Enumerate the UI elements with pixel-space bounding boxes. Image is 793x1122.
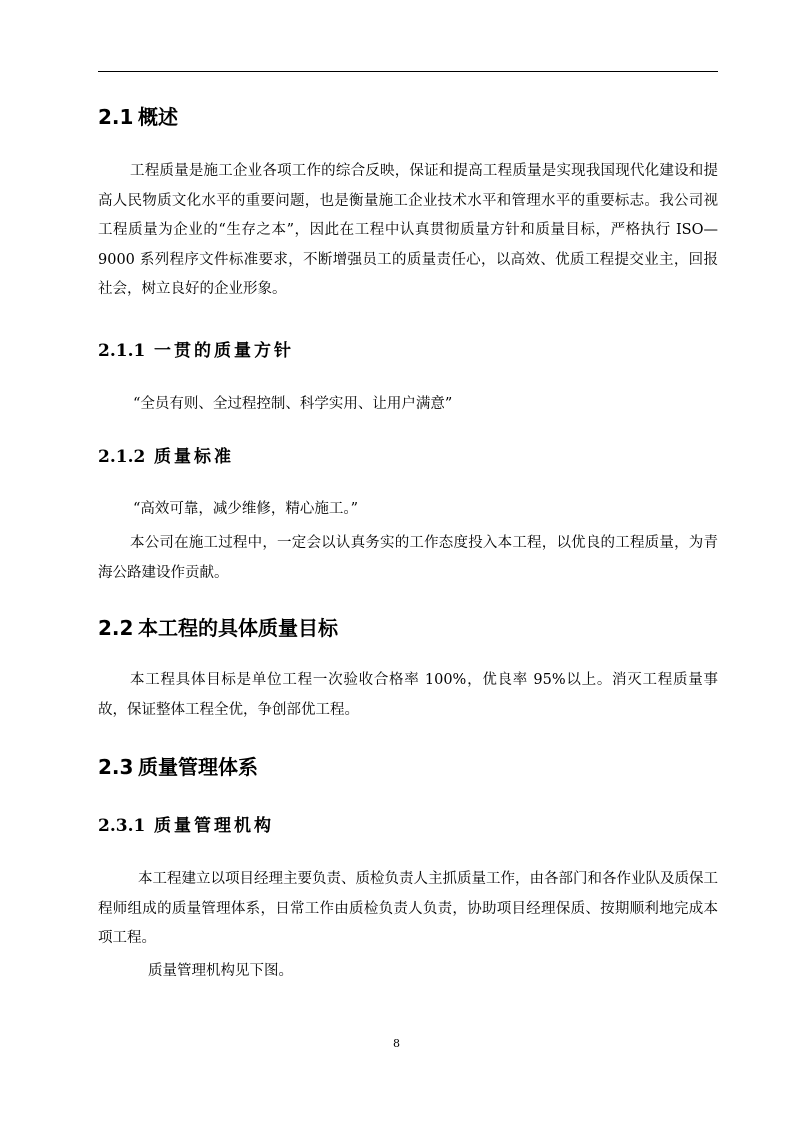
heading-number: 2.2 bbox=[98, 616, 134, 640]
heading-title: 一贯的质量方针 bbox=[154, 341, 294, 361]
heading-number: 2.3.1 bbox=[98, 816, 146, 836]
quality-standard-quote: “高效可靠，减少维修，精心施工。” bbox=[133, 501, 359, 517]
heading-2-3-1 bbox=[98, 815, 274, 837]
heading-title: 质量标准 bbox=[154, 447, 234, 467]
heading-title: 质量管理体系 bbox=[138, 755, 258, 779]
heading-title: 本工程的具体质量目标 bbox=[138, 616, 338, 640]
paragraph-overview: 工程质量是施工企业各项工作的综合反映，保证和提高工程质量是实现我国现代化建设和提高人民物质文化水平的重要问题，也是衡量施工企业技术水平和管理水平的重要标志。我公司视工程质量为企业的“生存之本”，因此在工程中认真贯彻质量方针和质量目标，严格执行 ISO—9000 系列程序文件标准要求，不断增强员工的质量责任心，以高效、优质工程提交业主，回报社会，树立良好的企业形象。 bbox=[98, 163, 718, 297]
heading-2-1-1 bbox=[98, 340, 294, 362]
heading-number: 2.3 bbox=[98, 755, 134, 779]
heading-2-1 bbox=[98, 105, 178, 129]
paragraph-quality-organization: 本工程建立以项目经理主要负责、质检负责人主抓质量工作，由各部门和各作业队及质保工程师组成的质量管理体系，日常工作由质检负责人负责，协助项目经理保质、按期顺利地完成本项工程。 bbox=[98, 871, 718, 946]
heading-title: 质量管理机构 bbox=[154, 816, 274, 836]
paragraph-quality-target: 本工程具体目标是单位工程一次验收合格率 100%，优良率 95%以上。消灭工程质量事故，保证整体工程全优，争创部优工程。 bbox=[98, 672, 718, 718]
organization-chart-note: 质量管理机构见下图。 bbox=[148, 963, 293, 979]
heading-title: 概述 bbox=[138, 105, 178, 129]
paragraph-quality-standard: 本公司在施工过程中，一定会以认真务实的工作态度投入本工程，以优良的工程质量，为青海公路建设作贡献。 bbox=[98, 535, 718, 581]
heading-2-1-2 bbox=[98, 446, 234, 468]
heading-2-2 bbox=[98, 616, 338, 640]
heading-number: 2.1.2 bbox=[98, 447, 146, 467]
page-number: 8 bbox=[393, 1037, 400, 1050]
heading-number: 2.1 bbox=[98, 105, 134, 129]
heading-2-3 bbox=[98, 755, 258, 779]
heading-number: 2.1.1 bbox=[98, 341, 146, 361]
quality-policy-quote: “全员有则、全过程控制、科学实用、让用户满意” bbox=[133, 396, 453, 412]
header-rule bbox=[98, 71, 718, 72]
